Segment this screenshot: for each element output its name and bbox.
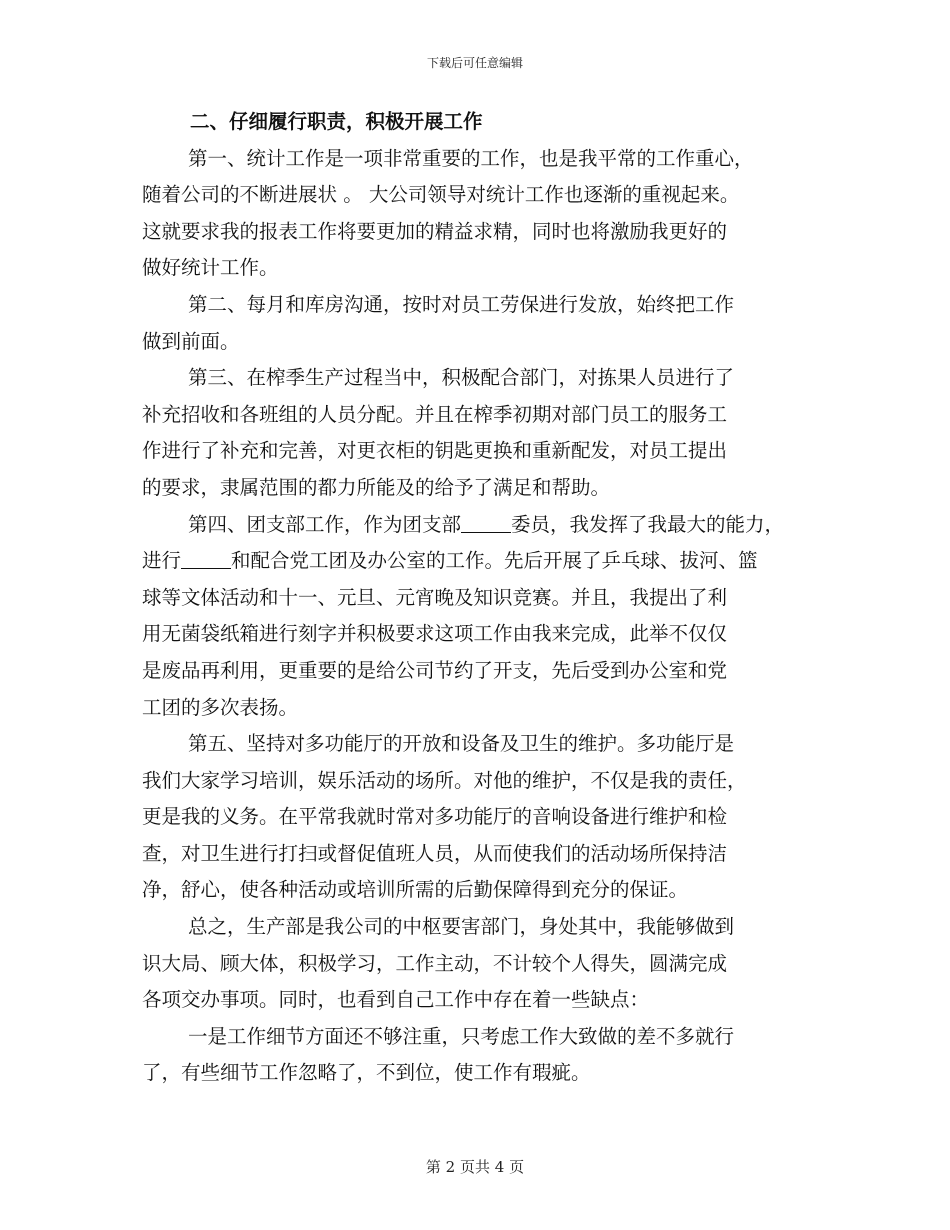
paragraph-4-line: 工团的多次表扬。: [142, 695, 299, 719]
paragraph-1-line: 这就要求我的报表工作将要更加的精益求精，同时也将激励我更好的: [142, 219, 728, 243]
paragraph-1-line: 做好统计工作。: [142, 256, 279, 280]
page-footer: 第 2 页共 4 页: [425, 1158, 525, 1176]
paragraph-5-line: 净，舒心，使各种活动或培训所需的后勤保障得到充分的保证。: [142, 878, 689, 902]
paragraph-1-line: 随着公司的不断进展状 。 大公司领导对统计工作也逐渐的重视起来。: [142, 183, 740, 207]
paragraph-3-line: 第三、在榨季生产过程当中，积极配合部门，对拣果人员进行了: [188, 366, 735, 390]
paragraph-6-line: 识大局、顾大体，积极学习，工作主动，不计较个人得失，圆满完成: [142, 951, 728, 975]
fill-in-blank: [181, 546, 231, 569]
paragraph-5-line: 查，对卫生进行打扫或督促值班人员，从而使我们的活动场所保持洁: [142, 841, 728, 865]
fill-in-blank: [461, 510, 511, 533]
paragraph-2-line: 做到前面。: [142, 329, 240, 353]
paragraph-4-line: 球等文体活动和十一、元旦、元宵晚及知识竞赛。并且，我提出了利: [142, 585, 728, 609]
paragraph-4-line: 用无菌袋纸箱进行刻字并积极要求这项工作由我来完成，此举不仅仅: [142, 622, 728, 646]
paragraph-6-line: 总之，生产部是我公司的中枢要害部门，身处其中，我能够做到: [188, 915, 735, 939]
paragraph-4-text: 进行: [142, 549, 182, 573]
paragraph-6-line: 各项交办事项。同时，也看到自己工作中存在着一些缺点：: [142, 988, 650, 1012]
paragraph-4-line: 是废品再利用，更重要的是给公司节约了开支，先后受到办公室和党: [142, 658, 728, 682]
paragraph-5-line: 我们大家学习培训，娱乐活动的场所。对他的维护，不仅是我的责任，: [142, 768, 747, 792]
paragraph-7-line: 一是工作细节方面还不够注重，只考虑工作大致做的差不多就行: [188, 1024, 735, 1048]
paragraph-4-text: 第四、团支部工作，作为团支部: [188, 512, 462, 536]
paragraph-5-line: 第五、坚持对多功能厅的开放和设备及卫生的维护。多功能厅是: [188, 732, 735, 756]
paragraph-3-line: 作进行了补充和完善，对更衣柜的钥匙更换和重新配发，对员工提出: [142, 439, 728, 463]
paragraph-5-line: 更是我的义务。在平常我就时常对多功能厅的音响设备进行维护和检: [142, 805, 728, 829]
paragraph-2-line: 第二、每月和库房沟通，按时对员工劳保进行发放，始终把工作: [188, 292, 735, 316]
paragraph-1-line: 第一、统计工作是一项非常重要的工作，也是我平常的工作重心，: [188, 146, 754, 170]
document-body: [142, 104, 832, 1092]
paragraph-7-line: 了，有些细节工作忽略了，不到位，使工作有瑕疵。: [142, 1061, 591, 1085]
paragraph-3-line: 补充招收和各班组的人员分配。并且在榨季初期对部门员工的服务工: [142, 402, 728, 426]
paragraph-4-text: 委员，我发挥了我最大的能力，: [511, 512, 785, 536]
paragraph-3-line: 的要求，隶属范围的都力所能及的给予了满足和帮助。: [142, 475, 611, 499]
section-heading: 二、仔细履行职责，积极开展工作: [190, 110, 483, 133]
paragraph-4-line: [142, 507, 832, 544]
paragraph-4-line: [142, 543, 832, 580]
page-header: 下载后可任意编辑: [426, 56, 523, 70]
paragraph-4-text: 和配合党工团及办公室的工作。先后开展了乒乓球、拔河、篮: [231, 549, 758, 573]
